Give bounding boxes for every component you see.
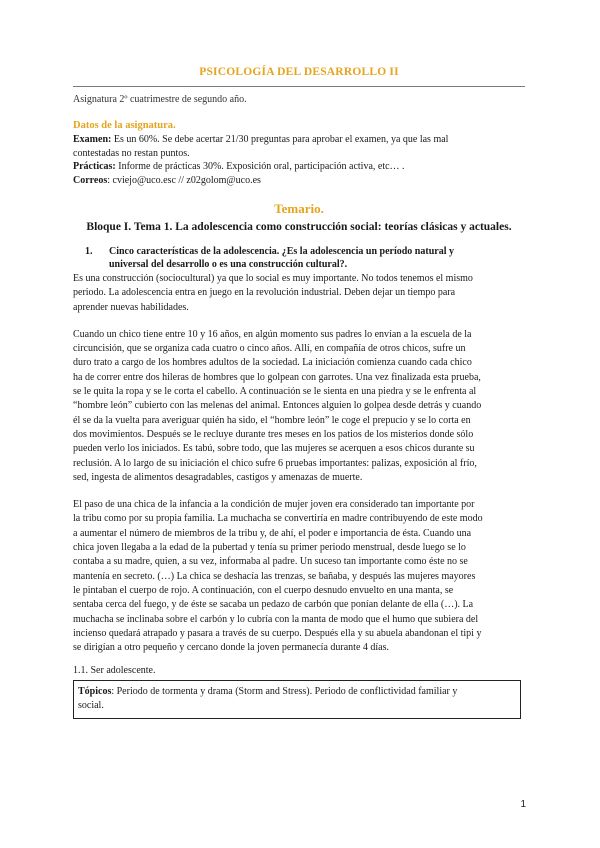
text-line: le pintaban el cuerpo de rojo. A continuación, con el cuerpo desnudo envuelto en una manta, se xyxy=(73,584,454,596)
topicos-box xyxy=(73,680,521,719)
examen-text: Es un 60%. Se debe acertar 21/30 preguntas para aprobar el examen, ya que las mal xyxy=(113,134,449,145)
text-line: incienso quedará atrapado y pasara a través de su cuerpo. Después ella y su abuela abandonan el tipi y xyxy=(73,627,482,639)
section-1-title-line-1: Cinco características de la adolescencia. ¿Es la adolescencia un período natural y xyxy=(109,246,454,257)
text-line: la tribu como por su propia familia. La muchacha se convertiría en madre contribuyendo de este modo xyxy=(73,513,483,525)
text-line: duro trato a cargo de los hombres adultos de la sociedad. La iniciación comienza cuando cada chico xyxy=(73,357,472,369)
title-divider xyxy=(73,86,525,87)
topicos-label: Tópicos xyxy=(78,686,112,698)
text-line: aprender nuevas habilidades. xyxy=(73,301,189,313)
document-page xyxy=(73,66,525,719)
subsection-heading: 1.1. Ser adolescente. xyxy=(73,665,156,677)
text-line: a aumentar el número de miembros de la tribu y, de ahí, el poder e importancia de ésta. Cuando una xyxy=(73,527,472,539)
temario-heading: Temario. xyxy=(274,201,324,216)
paragraph-chico xyxy=(73,328,525,485)
topicos-text-2: social. xyxy=(78,700,104,712)
practicas-text: Informe de prácticas 30%. Exposición oral, participación activa, etc… . xyxy=(118,161,405,172)
practicas-line xyxy=(73,160,525,174)
text-line: reclusión. A lo largo de su iniciación el chico sufre 6 pruebas importantes: palizas, exposición al frío, xyxy=(73,457,477,469)
text-line: Cuando un chico tiene entre 10 y 16 años, en algún momento sus padres lo envían a la escuela de la xyxy=(73,328,472,340)
text-line: “hombre león” cubierto con las melenas del animal. Entonces alguien lo golpea desde detrás y cuando xyxy=(73,400,482,412)
text-line: dos movimientos. Después se le recluye durante tres meses en los patios de los misterios donde sólo xyxy=(73,428,474,440)
bloque-heading: Bloque I. Tema 1. La adolescencia como construcción social: teorías clásicas y actuales. xyxy=(86,221,512,233)
text-line: él se da la vuelta para averiguar quién ha sido, el “hombre león” le coge el prepucio y se lo corta en xyxy=(73,414,471,426)
topicos-text: : Periodo de tormenta y drama (Storm and Stress). Periodo de conflictividad familiar y xyxy=(111,686,458,698)
correos-line xyxy=(73,174,525,188)
text-line: Es una construcción (sociocultural) ya que lo social es muy importante. No todos tenemos el mismo xyxy=(73,273,473,284)
text-line: se dirigían a otro pequeño y cercano donde la joven permanecía durante 4 días. xyxy=(73,642,389,654)
text-line: contaba a su madre, quien, a su vez, informaba al padre. Un suceso tan importante como éste no se xyxy=(73,556,468,568)
section-1-heading xyxy=(73,245,525,271)
text-line: muchacha se inclinaba sobre el carbón y lo cubría con la manta de modo que el humo que subiera del xyxy=(73,613,479,625)
paragraph-chica xyxy=(73,498,525,655)
text-line: ha de correr entre dos hileras de hombres que lo golpean con garrotes. Una vez finalizada esta prueba, xyxy=(73,371,481,383)
text-line: chica joven llegaba a la edad de la pubertad y tenía su primer periodo menstrual, desde luego se lo xyxy=(73,542,466,554)
text-line: se le quita la ropa y se le corta el cabello. A continuación se le sienta en una piedra y se le enfrenta al xyxy=(73,386,477,398)
paragraph-intro xyxy=(73,272,525,315)
section-1-number: 1. xyxy=(85,246,93,257)
examen-line xyxy=(73,133,525,147)
section-1-title-line-2: universal del desarrollo o es una construcción cultural?. xyxy=(109,259,348,270)
text-line: circuncisión, que se organiza cada cuatro o cinco años. Allí, en compañía de otros chicos, sufre un xyxy=(73,343,466,355)
correos-label: Correos xyxy=(73,174,108,186)
document-title: PSICOLOGÍA DEL DESARROLLO II xyxy=(199,66,399,78)
course-subtitle: Asignatura 2º cuatrimestre de segundo año. xyxy=(73,94,247,105)
text-line: sed, ingesta de alimentos desagradables, castigos y amenazas de muerte. xyxy=(73,471,363,483)
text-line: pueden verlo los iniciados. Es tabú, sobre todo, que las mujeres se acerquen a esos chicos durante su xyxy=(73,443,475,455)
examen-label: Examen: xyxy=(73,134,112,145)
examen-line-2: contestadas no restan puntos. xyxy=(73,147,190,159)
page-number: 1 xyxy=(520,799,526,810)
text-line: sentaba cerca del fuego, y de éste se sacaba un pedazo de carbón que ponían delante de ella (…). La xyxy=(73,599,474,611)
section-1-title xyxy=(109,245,525,271)
text-line: periodo. La adolescencia entra en juego en la revolución industrial. Deben dejar un tiempo para xyxy=(73,287,456,299)
correos-text: : cviejo@uco.esc // z02golom@uco.es xyxy=(107,174,261,186)
datos-heading: Datos de la asignatura. xyxy=(73,120,176,131)
practicas-label: Prácticas: xyxy=(73,161,116,172)
text-line: El paso de una chica de la infancia a la condición de mujer joven era considerado tan importante por xyxy=(73,499,475,511)
text-line: mantenía en secreto. (…) La chica se deshacía las trenzas, se bañaba, y después las mujeres mayores xyxy=(73,570,476,582)
